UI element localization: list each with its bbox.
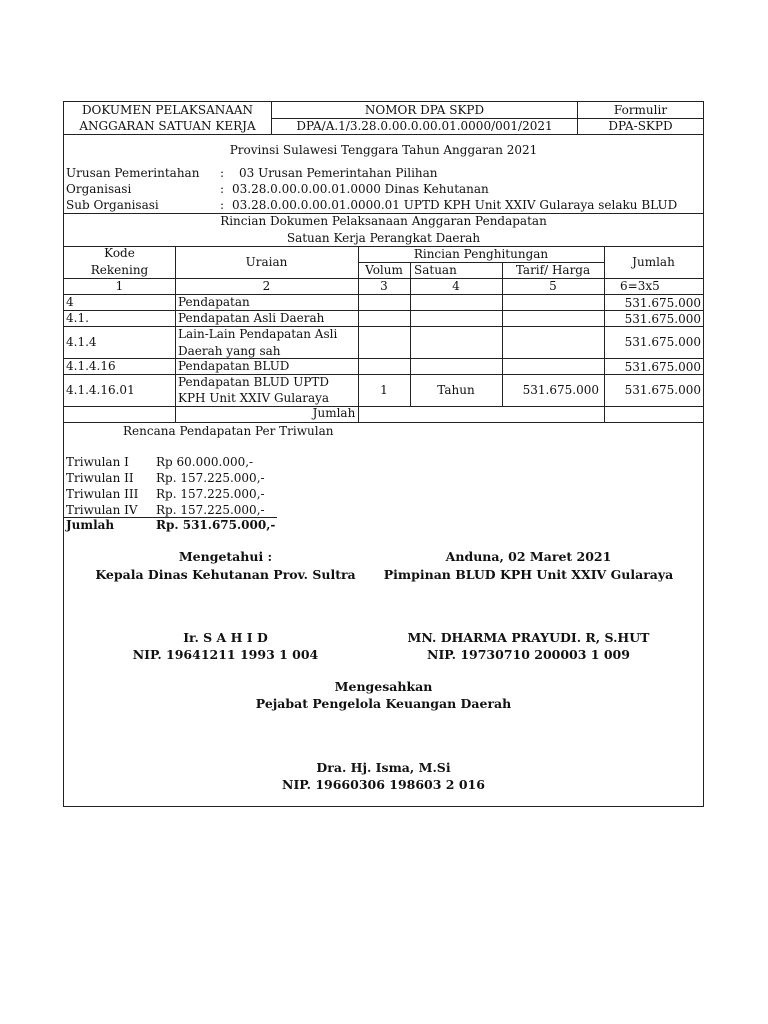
info-sep: : (220, 198, 225, 212)
info-value-organisasi: 03.28.0.00.0.00.01.0000 Dinas Kehutanan (232, 182, 489, 196)
triwulan-total-label: Jumlah (66, 518, 115, 532)
sign-left-position: Kepala Dinas Kehutanan Prov. Sultra (95, 567, 356, 582)
sign-center-name: Dra. Hj. Isma, M.Si (316, 760, 451, 775)
row-volume: 1 (380, 383, 388, 397)
header-left-line2: ANGGARAN SATUAN KERJA (79, 119, 256, 133)
th-tarif: Tarif/ Harga (515, 263, 591, 277)
form-value: DPA-SKPD (608, 119, 673, 133)
header-bottom-line (64, 134, 703, 135)
info-value-urusan: 03 Urusan Pemerintahan Pilihan (239, 166, 438, 180)
triwulan-label: Triwulan I (66, 455, 129, 469)
sign-right-name: MN. DHARMA PRAYUDI. R, S.HUT (407, 630, 650, 645)
row-uraian: Daerah yang sah (178, 344, 281, 358)
row-uraian: Lain-Lain Pendapatan Asli (178, 327, 338, 341)
info-label-urusan: Urusan Pemerintahan (66, 166, 200, 180)
triwulan-value: Rp. 157.225.000,- (156, 503, 265, 517)
table-total-label: Jumlah (312, 406, 356, 420)
triwulan-value: Rp 60.000.000,- (156, 455, 254, 469)
row-kode: 4 (66, 295, 74, 309)
row-uraian: Pendapatan BLUD (178, 359, 290, 373)
dpa-number-label: NOMOR DPA SKPD (364, 103, 485, 117)
form-label: Formulir (613, 103, 668, 117)
info-label-organisasi: Organisasi (66, 182, 132, 196)
row-jumlah: 531.675.000 (624, 296, 701, 310)
info-value-sub-organisasi: 03.28.0.00.0.00.01.0000.01 UPTD KPH Unit XXIV Gularaya selaku BLUD (232, 198, 678, 212)
triwulan-title: Rencana Pendapatan Per Triwulan (123, 424, 334, 438)
row-uraian: Pendapatan Asli Daerah (178, 311, 325, 325)
col-number: 4 (452, 279, 460, 293)
section-title-2: Satuan Kerja Perangkat Daerah (286, 231, 481, 245)
sign-left-title: Mengetahui : (178, 549, 273, 564)
triwulan-value: Rp. 157.225.000,- (156, 471, 265, 485)
triwulan-label: Triwulan III (66, 487, 139, 501)
col-number: 2 (262, 279, 271, 293)
row-tarif: 531.675.000 (522, 383, 599, 397)
table-row-line (64, 310, 703, 311)
row-uraian: KPH Unit XXIV Gularaya (178, 391, 330, 405)
info-sep: : (220, 182, 225, 196)
row-jumlah: 531.675.000 (624, 383, 701, 397)
th-uraian: Uraian (245, 255, 288, 269)
table-row-line (64, 294, 703, 295)
province-title: Provinsi Sulawesi Tenggara Tahun Anggaran 2021 (229, 143, 538, 157)
sign-center-nip: NIP. 19660306 198603 2 016 (282, 777, 485, 792)
th-rincian: Rincian Penghitungan (413, 247, 549, 261)
col-number: 1 (115, 279, 124, 293)
row-kode: 4.1. (66, 311, 89, 325)
dpa-document (63, 101, 704, 807)
triwulan-label: Triwulan II (66, 471, 134, 485)
col-number: 3 (380, 279, 388, 293)
th-satuan: Satuan (414, 263, 457, 277)
row-satuan: Tahun (437, 383, 475, 397)
table-bottom-line (64, 422, 703, 423)
triwulan-total-value: Rp. 531.675.000,- (156, 518, 276, 532)
th-rekening: Rekening (90, 263, 149, 277)
info-sep: : (220, 166, 225, 180)
info-label-sub-organisasi: Sub Organisasi (66, 198, 159, 212)
col-number: 5 (549, 279, 557, 293)
row-jumlah: 531.675.000 (624, 312, 701, 326)
section-title-1: Rincian Dokumen Pelaksanaan Anggaran Pendapatan (220, 214, 547, 228)
sign-right-nip: NIP. 19730710 200003 1 009 (427, 647, 630, 662)
col-number: 6=3x5 (620, 279, 660, 293)
row-jumlah: 531.675.000 (624, 360, 701, 374)
triwulan-label: Triwulan IV (66, 503, 138, 517)
dpa-number-value: DPA/A.1/3.28.0.00.0.00.01.0000/001/2021 (296, 119, 553, 133)
sign-right-place-date: Anduna, 02 Maret 2021 (445, 549, 612, 564)
sign-left-nip: NIP. 19641211 1993 1 004 (132, 647, 319, 662)
row-kode: 4.1.4.16 (66, 359, 116, 373)
triwulan-value: Rp. 157.225.000,- (156, 487, 265, 501)
table-row-line (64, 374, 703, 375)
row-uraian: Pendapatan BLUD UPTD (178, 375, 330, 389)
table-col-line (175, 246, 176, 422)
row-kode: 4.1.4.16.01 (66, 383, 135, 397)
row-kode: 4.1.4 (66, 335, 97, 349)
table-row-line (64, 358, 703, 359)
sign-right-position: Pimpinan BLUD KPH Unit XXIV Gularaya (383, 567, 674, 582)
th-volume: Volum (365, 263, 403, 277)
table-row-line (64, 326, 703, 327)
row-jumlah: 531.675.000 (624, 335, 701, 349)
sign-left-name: Ir. S A H I D (183, 630, 268, 645)
sign-center-position: Pejabat Pengelola Keuangan Daerah (255, 696, 512, 711)
th-jumlah: Jumlah (632, 255, 675, 269)
th-kode: Kode (104, 246, 135, 260)
sign-center-title: Mengesahkan (334, 679, 433, 694)
header-left-line1: DOKUMEN PELAKSANAAN (81, 103, 254, 117)
row-uraian: Pendapatan (178, 295, 250, 309)
